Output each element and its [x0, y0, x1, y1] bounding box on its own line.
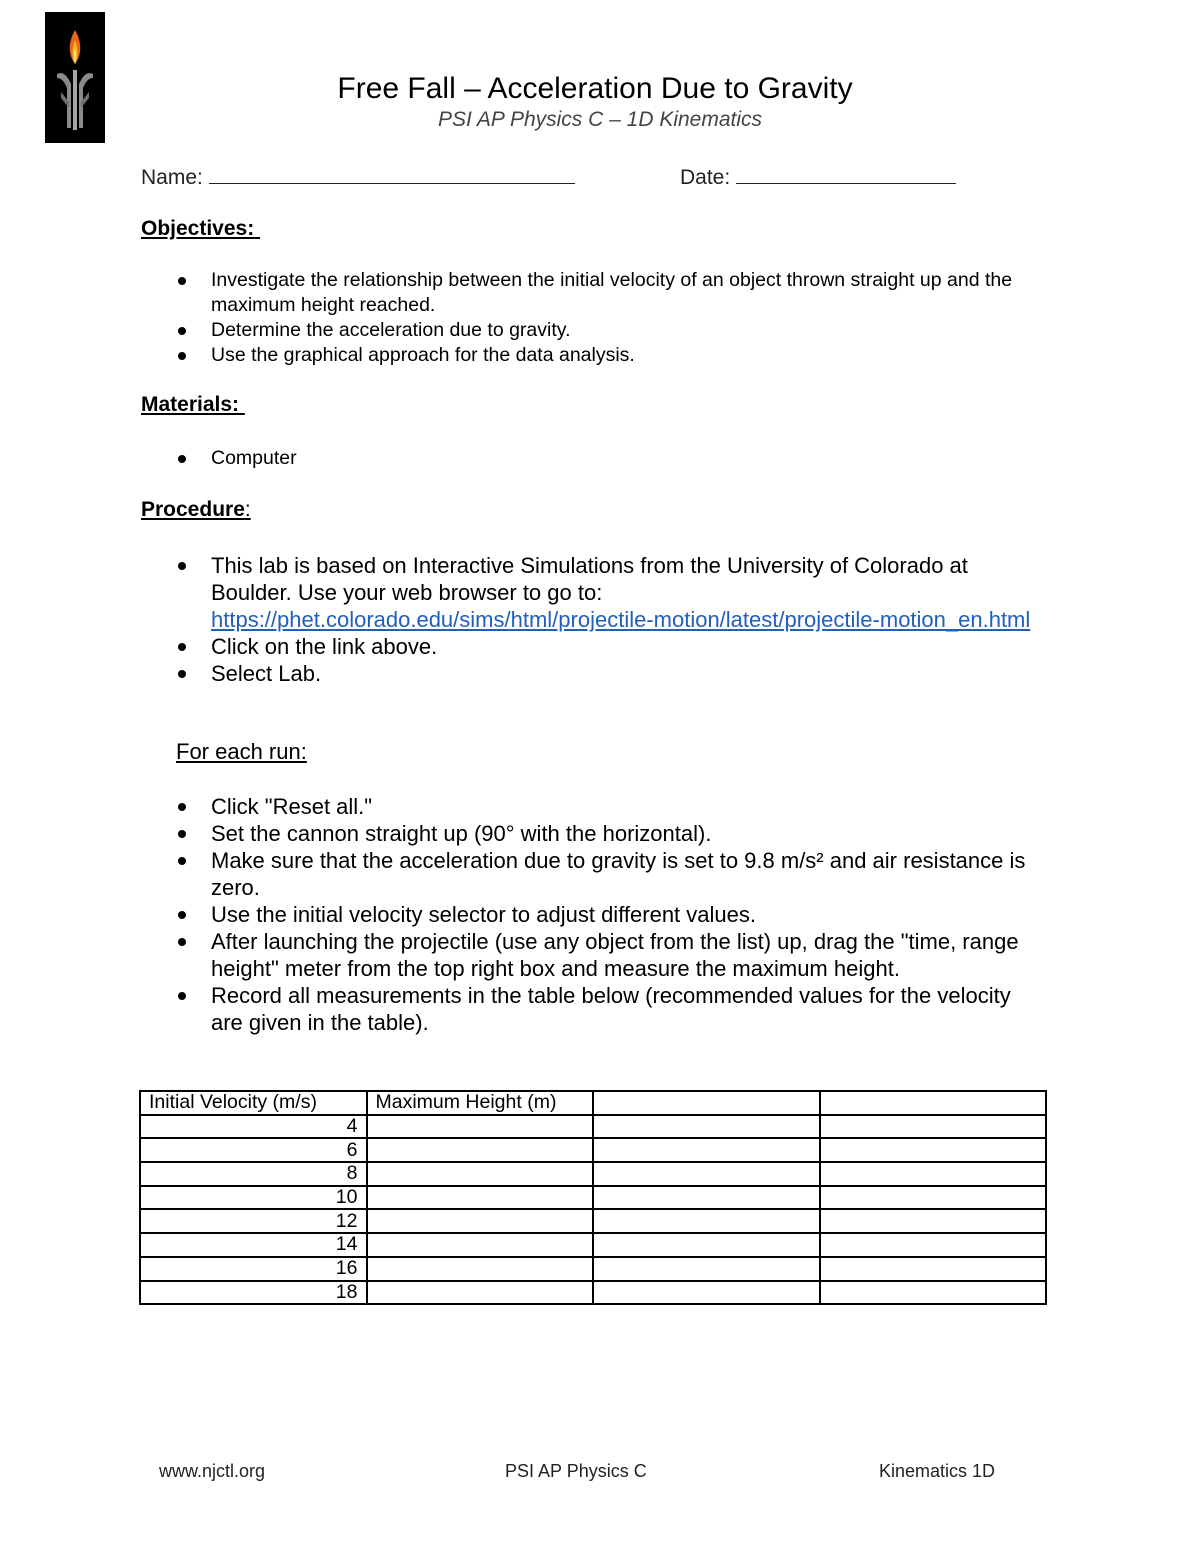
page-title: Free Fall – Acceleration Due to Gravity	[337, 72, 853, 105]
blank-cell[interactable]	[593, 1257, 820, 1281]
objectives-heading: Objectives:	[141, 217, 255, 240]
procedure-list	[176, 552, 1036, 687]
blank-cell[interactable]	[820, 1115, 1047, 1139]
velocity-cell: 12	[140, 1209, 367, 1233]
table-header-cell: Maximum Height (m)	[367, 1091, 594, 1115]
blank-cell[interactable]	[820, 1209, 1047, 1233]
list-item: After launching the projectile (use any object from the list) up, drag the "time, range height" meter from the top right box and measure the maximum height.	[176, 928, 1036, 982]
table-row	[140, 1233, 1046, 1257]
list-item: Click "Reset all."	[176, 793, 1036, 820]
procedure-intro: This lab is based on Interactive Simulations from the University of Colorado at Boulder. Use your web browser to go to:	[211, 553, 968, 605]
list-item: Make sure that the acceleration due to gravity is set to 9.8 m/s² and air resistance is zero.	[176, 847, 1036, 901]
procedure-heading: Procedure:	[141, 498, 251, 521]
height-cell[interactable]	[367, 1233, 594, 1257]
table-row	[140, 1162, 1046, 1186]
velocity-cell: 6	[140, 1138, 367, 1162]
blank-cell[interactable]	[593, 1186, 820, 1210]
blank-cell[interactable]	[820, 1138, 1047, 1162]
blank-cell[interactable]	[593, 1209, 820, 1233]
blank-cell[interactable]	[820, 1186, 1047, 1210]
height-cell[interactable]	[367, 1138, 594, 1162]
blank-cell[interactable]	[593, 1115, 820, 1139]
blank-cell[interactable]	[820, 1281, 1047, 1305]
height-cell[interactable]	[367, 1209, 594, 1233]
list-item: Use the graphical approach for the data analysis.	[176, 343, 1036, 368]
height-cell[interactable]	[367, 1186, 594, 1210]
table-header-row	[140, 1091, 1046, 1115]
velocity-cell: 10	[140, 1186, 367, 1210]
table-header-cell[interactable]	[820, 1091, 1047, 1115]
run-steps-list	[176, 793, 1036, 1036]
footer-course: PSI AP Physics C	[505, 1461, 647, 1481]
blank-cell[interactable]	[820, 1162, 1047, 1186]
date-label: Date:	[680, 166, 731, 189]
list-item	[176, 552, 1036, 633]
table-header-cell: Initial Velocity (m/s)	[140, 1091, 367, 1115]
velocity-cell: 16	[140, 1257, 367, 1281]
table-row	[140, 1281, 1046, 1305]
name-label: Name:	[141, 166, 203, 189]
materials-heading: Materials:	[141, 393, 240, 416]
materials-list	[176, 446, 1036, 471]
list-item: Select Lab.	[176, 660, 1036, 687]
phet-simulation-link[interactable]: https://phet.colorado.edu/sims/html/projectile-motion/latest/projectile-motion_en.html	[211, 607, 1031, 632]
blank-cell[interactable]	[593, 1162, 820, 1186]
list-item: Use the initial velocity selector to adjust different values.	[176, 901, 1036, 928]
height-cell[interactable]	[367, 1115, 594, 1139]
height-cell[interactable]	[367, 1162, 594, 1186]
list-item: Set the cannon straight up (90° with the horizontal).	[176, 820, 1036, 847]
footer-unit: Kinematics 1D	[879, 1461, 996, 1481]
date-field[interactable]	[680, 163, 956, 190]
height-cell[interactable]	[367, 1281, 594, 1305]
list-item: Click on the link above.	[176, 633, 1036, 660]
blank-cell[interactable]	[593, 1138, 820, 1162]
velocity-cell: 14	[140, 1233, 367, 1257]
data-table	[139, 1090, 1047, 1305]
list-item: Investigate the relationship between the initial velocity of an object thrown straight up and the maximum height reached.	[176, 268, 1036, 318]
velocity-cell: 8	[140, 1162, 367, 1186]
footer-website: www.njctl.org	[159, 1461, 266, 1481]
table-row	[140, 1138, 1046, 1162]
objectives-list	[176, 268, 1036, 368]
velocity-cell: 18	[140, 1281, 367, 1305]
for-each-run-heading: For each run:	[176, 739, 307, 764]
blank-cell[interactable]	[820, 1257, 1047, 1281]
blank-cell[interactable]	[593, 1233, 820, 1257]
date-blank-line[interactable]	[736, 163, 956, 184]
list-item: Determine the acceleration due to gravity.	[176, 318, 1036, 343]
table-row	[140, 1115, 1046, 1139]
blank-cell[interactable]	[593, 1281, 820, 1305]
page-subtitle: PSI AP Physics C – 1D Kinematics	[437, 108, 763, 131]
table-row	[140, 1257, 1046, 1281]
table-row	[140, 1186, 1046, 1210]
table-header-cell[interactable]	[593, 1091, 820, 1115]
height-cell[interactable]	[367, 1257, 594, 1281]
name-blank-line[interactable]	[209, 163, 575, 184]
blank-cell[interactable]	[820, 1233, 1047, 1257]
name-field[interactable]	[141, 163, 575, 190]
velocity-cell: 4	[140, 1115, 367, 1139]
list-item: Computer	[176, 446, 1036, 471]
table-row	[140, 1209, 1046, 1233]
list-item: Record all measurements in the table below (recommended values for the velocity are given in the table).	[176, 982, 1036, 1036]
